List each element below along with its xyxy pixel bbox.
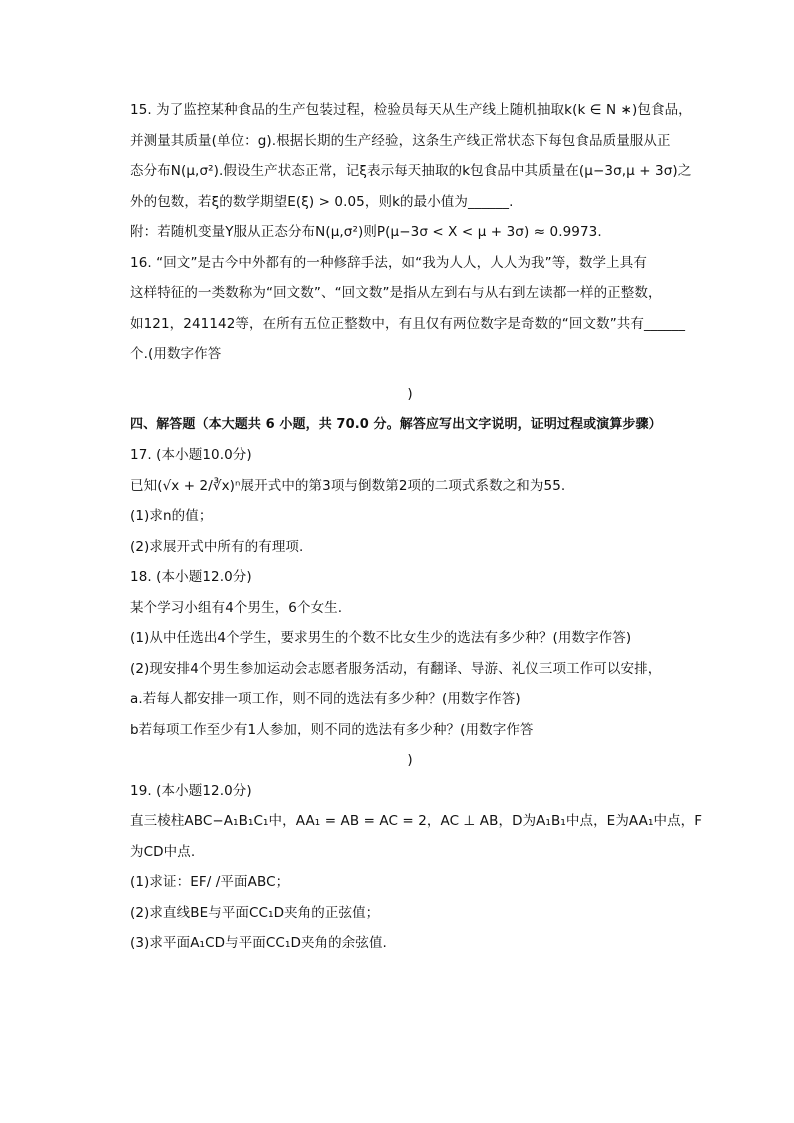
text-line: 某个学习小组有4个男生，6个女生.: [130, 599, 343, 616]
text-line: b若每项工作至少有1人参加，则不同的选法有多少种？(用数字作答: [130, 721, 534, 738]
question-heading: 17. (本小题10.0分): [130, 447, 252, 463]
text-line: (2)现安排4个男生参加运动会志愿者服务活动，有翻译、导游、礼仪三项工作可以安排，: [130, 660, 662, 677]
text-line: ): [407, 752, 413, 768]
text-line: (2)求直线BE与平面CC₁D夹角的正弦值；: [130, 904, 380, 921]
text-line: a.若每人都安排一项工作，则不同的选法有多少种？(用数字作答): [130, 691, 521, 707]
question-heading: 19. (本小题12.0分): [130, 782, 252, 799]
text-line: (1)求n的值；: [130, 508, 213, 524]
section-heading: 四、解答题（本大题共 6 小题，共 70.0 分。解答应写出文字说明，证明过程或演算步骤）: [130, 416, 662, 432]
document-body: [130, 100, 703, 964]
text-line: 态分布N(μ,σ²).假设生产状态正常，记ξ表示每天抽取的k包食品中其质量在(μ−3σ,μ + 3σ)之: [130, 163, 692, 179]
text-line: 直三棱柱ABC−A₁B₁C₁中，AA₁ = AB = AC = 2，AC ⊥ AB，D为A₁B₁中点，E为AA₁中点，F: [130, 813, 703, 829]
text-line: 个.(用数字作答: [130, 346, 222, 362]
text-line: 15. 为了监控某种食品的生产包装过程，检验员每天从生产线上随机抽取k(k ∈ N ∗)包食品，: [130, 102, 692, 118]
text-line: (3)求平面A₁CD与平面CC₁D夹角的余弦值.: [130, 935, 387, 951]
text-line: ): [407, 386, 413, 402]
text-line: 并测量其质量(单位：g).根据长期的生产经验，这条生产线正常状态下每包食品质量服从正: [130, 132, 671, 149]
text-line: (1)从中任选出4个学生，要求男生的个数不比女生少的选法有多少种？(用数字作答): [130, 630, 632, 646]
text-line: 这样特征的一类数称为“回文数”、“回文数”是指从左到右与从右到左读都一样的正整数，: [130, 285, 662, 301]
question-heading: 18. (本小题12.0分): [130, 569, 252, 585]
text-line: (1)求证：EF/ /平面ABC；: [130, 874, 290, 890]
text-line: 如121，241142等，在所有五位正整数中，有且仅有两位数字是奇数的“回文数”共有______: [130, 315, 686, 332]
text-line: 16. “回文”是古今中外都有的一种修辞手法，如“我为人人，人人为我”等，数学上具有: [130, 254, 647, 271]
text-line: 外的包数，若ξ的数学期望E(ξ) > 0.05，则k的最小值为______.: [130, 193, 514, 210]
text-line: 已知(√x + 2/∛x)ⁿ展开式中的第3项与倒数第2项的二项式系数之和为55.: [130, 477, 566, 494]
text-line: 为CD中点.: [130, 843, 196, 860]
text-line: (2)求展开式中所有的有理项.: [130, 538, 304, 555]
text-line: 附：若随机变量Y服从正态分布N(μ,σ²)则P(μ−3σ < X < μ + 3σ) ≈ 0.9973.: [130, 224, 602, 240]
